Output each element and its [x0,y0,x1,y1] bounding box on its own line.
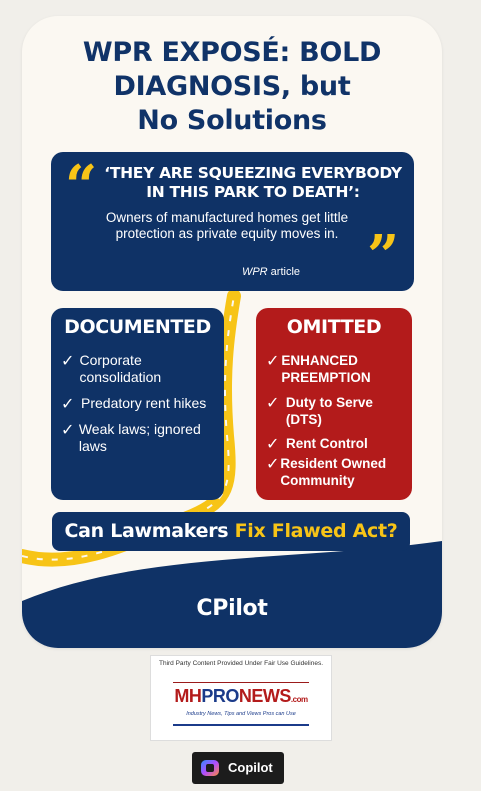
list-item [266,435,412,452]
item-text: Rent Control [286,436,368,451]
title-line-3: No Solutions [137,105,327,136]
check-icon: ✓ [266,351,280,370]
copilot-badge [192,752,284,784]
quote-box [51,152,414,291]
title-line-2: DIAGNOSIS, but [113,71,351,102]
omitted-panel [256,308,412,500]
banner-highlight: Fix Flawed Act? [234,520,398,542]
quote-close-icon: ” [367,223,400,289]
list-item [266,455,412,489]
title-line-1: WPR EXPOSÉ: BOLD [82,37,382,68]
list-item [266,352,412,386]
logo-com: .com [290,695,308,704]
badge-label: Copilot [228,760,273,775]
item-text: Duty to Serve (DTS) [285,395,373,427]
page-title [22,36,442,138]
logo-tagline: Industry News, Tips and Views Pros can Use [186,711,296,717]
copilot-brand [22,596,442,621]
logo-news: NEWS [238,686,291,706]
brand-rest: Pilot [212,596,268,621]
infographic-card [22,16,442,648]
quote-body: Owners of manufactured homes get little protection as private equity moves in. [105,210,349,241]
check-icon: ✓ [266,434,280,453]
list-item [61,421,216,455]
item-text: Resident Owned Community [280,456,387,488]
logo-underline [173,724,309,726]
check-icon: ✓ [61,394,75,413]
logo-mh: MH [174,686,202,706]
banner-prefix: Can Lawmakers [64,520,235,542]
source-suffix: article [267,266,301,278]
quote-heading: ‘THEY ARE SQUEEZING EVERYBODY IN THIS PARK TO DEATH’: [104,164,402,201]
logo-pro: PRO [201,686,239,706]
list-item [266,394,412,428]
item-text: ENHANCED PREEMPTION [281,353,371,385]
check-icon: ✓ [266,393,280,412]
omitted-title: OMITTED [286,316,382,338]
quote-source [211,266,331,278]
list-item [61,352,216,386]
fair-use-notice: Third Party Content Provided Under Fair Use Guidelines. [158,660,324,667]
brand-first-letter: C [196,596,213,621]
copilot-logo-icon [200,759,220,777]
list-item [61,395,216,412]
mhpronews-logo-box [150,655,332,741]
item-text: Predatory rent hikes [81,395,207,411]
check-icon: ✓ [61,351,75,370]
item-text: Corporate consolidation [79,352,162,385]
source-name: WPR [241,266,268,278]
check-icon: ✓ [61,420,75,439]
documented-list [61,352,216,464]
item-text: Weak laws; ignored laws [78,421,201,454]
omitted-list [266,352,412,489]
quote-open-icon: “ [65,153,98,219]
documented-panel [51,308,224,500]
documented-title: DOCUMENTED [64,316,211,338]
question-banner [52,512,410,551]
mhpronews-logo [173,682,309,709]
check-icon: ✓ [266,454,280,473]
